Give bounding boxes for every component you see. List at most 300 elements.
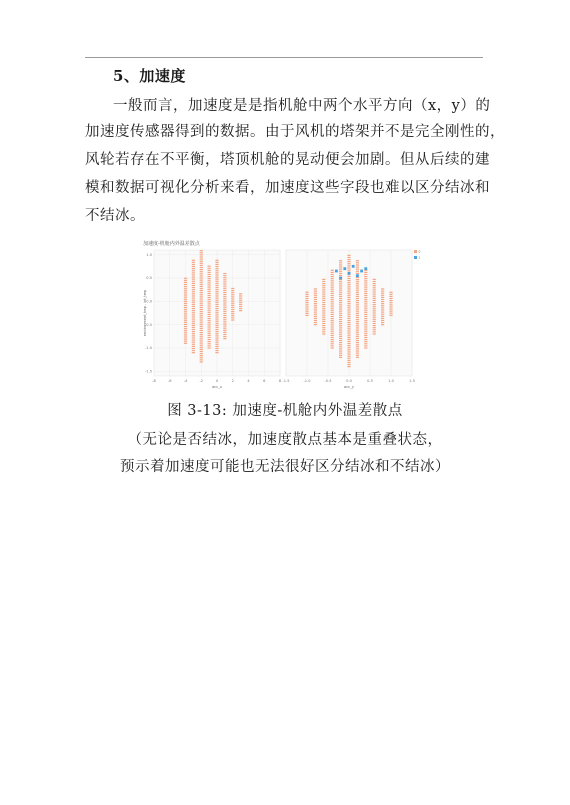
data-point — [389, 311, 392, 312]
data-point — [215, 266, 218, 267]
paragraph-line: 风轮若存在不平衡，塔顶机舱的晃动便会加剧。但从后续的建 — [85, 152, 490, 168]
data-point — [200, 288, 203, 289]
data-point — [223, 307, 226, 308]
data-point — [331, 308, 334, 309]
data-point — [347, 282, 350, 283]
data-point — [356, 329, 359, 330]
y-axis-label: environment_tmp - int_tmp — [143, 289, 147, 337]
data-point — [322, 300, 325, 301]
data-point — [356, 321, 359, 322]
data-point — [200, 347, 203, 348]
data-point — [347, 362, 350, 363]
data-point — [364, 289, 367, 290]
data-point — [348, 272, 351, 275]
data-point — [373, 302, 376, 303]
data-point — [347, 259, 350, 260]
data-point — [239, 293, 242, 294]
data-point — [184, 320, 187, 321]
data-point — [192, 327, 195, 328]
x-tick-label: 2 — [231, 379, 234, 383]
data-point — [208, 312, 211, 313]
data-point — [231, 303, 234, 304]
data-point — [347, 255, 350, 256]
data-point — [364, 341, 367, 342]
data-point — [360, 270, 363, 273]
data-point — [184, 297, 187, 298]
data-point — [373, 331, 376, 332]
data-point — [184, 322, 187, 323]
data-point — [389, 304, 392, 305]
data-point — [364, 314, 367, 315]
data-point — [208, 289, 211, 290]
data-point — [305, 302, 308, 303]
data-point — [373, 333, 376, 334]
data-point — [347, 351, 350, 352]
data-point — [231, 298, 234, 299]
data-point — [305, 315, 308, 316]
data-point — [347, 322, 350, 323]
data-point — [231, 313, 234, 314]
data-point — [200, 349, 203, 350]
data-point — [364, 274, 367, 275]
data-point — [184, 330, 187, 331]
data-point — [192, 348, 195, 349]
data-point — [184, 305, 187, 306]
data-point — [192, 279, 195, 280]
data-point — [223, 332, 226, 333]
data-point — [208, 316, 211, 317]
data-point — [339, 315, 342, 316]
data-point — [192, 272, 195, 273]
data-point — [223, 286, 226, 287]
data-point — [223, 321, 226, 322]
data-point — [184, 326, 187, 327]
data-point — [184, 301, 187, 302]
data-point — [215, 310, 218, 311]
data-point — [347, 288, 350, 289]
data-point — [347, 341, 350, 342]
data-point — [331, 333, 334, 334]
data-point — [192, 316, 195, 317]
data-point — [208, 297, 211, 298]
data-point — [192, 287, 195, 288]
figure-note-line: 预示着加速度可能也无法很好区分结冰和不结冰） — [120, 459, 450, 475]
data-point — [381, 299, 384, 300]
data-point — [215, 339, 218, 340]
data-point — [347, 337, 350, 338]
data-point — [215, 276, 218, 277]
data-point — [192, 344, 195, 345]
data-point — [223, 325, 226, 326]
data-point — [192, 335, 195, 336]
data-point — [192, 318, 195, 319]
x-tick-label: -2 — [199, 379, 204, 383]
data-point — [381, 318, 384, 319]
data-point — [192, 339, 195, 340]
data-point — [373, 325, 376, 326]
data-point — [339, 317, 342, 318]
data-point — [364, 278, 367, 279]
data-point — [223, 311, 226, 312]
data-point — [215, 268, 218, 269]
data-point — [200, 307, 203, 308]
data-point — [339, 306, 342, 307]
data-point — [364, 345, 367, 346]
data-point — [381, 324, 384, 325]
data-point — [200, 296, 203, 297]
data-point — [356, 319, 359, 320]
data-point — [231, 292, 234, 293]
data-point — [208, 274, 211, 275]
data-point — [305, 304, 308, 305]
data-point — [331, 303, 334, 304]
data-point — [208, 331, 211, 332]
data-point — [347, 307, 350, 308]
x-axis-label: acc_x — [211, 385, 223, 389]
data-point — [364, 324, 367, 325]
data-point — [322, 296, 325, 297]
data-point — [200, 273, 203, 274]
data-point — [322, 321, 325, 322]
data-point — [208, 295, 211, 296]
data-point — [381, 320, 384, 321]
data-point — [364, 347, 367, 348]
data-point — [389, 294, 392, 295]
data-point — [192, 346, 195, 347]
data-point — [373, 317, 376, 318]
data-point — [184, 288, 187, 289]
data-point — [356, 332, 359, 333]
data-point — [347, 267, 350, 268]
data-point — [331, 343, 334, 344]
data-point — [215, 297, 218, 298]
data-point — [364, 329, 367, 330]
data-point — [200, 298, 203, 299]
data-point — [223, 273, 226, 274]
data-point — [347, 330, 350, 331]
data-point — [192, 276, 195, 277]
data-point — [381, 311, 384, 312]
data-point — [215, 335, 218, 336]
x-tick-label: -4 — [183, 379, 188, 383]
data-point — [347, 269, 350, 270]
data-point — [215, 300, 218, 301]
data-point — [364, 333, 367, 334]
data-point — [223, 279, 226, 280]
data-point — [223, 288, 226, 289]
data-point — [192, 270, 195, 271]
data-point — [223, 296, 226, 297]
data-point — [208, 347, 211, 348]
data-point — [215, 295, 218, 296]
data-point — [192, 321, 195, 322]
data-point — [192, 293, 195, 294]
data-point — [389, 308, 392, 309]
data-point — [364, 276, 367, 277]
data-point — [356, 317, 359, 318]
data-point — [322, 306, 325, 307]
data-point — [356, 287, 359, 288]
data-point — [305, 300, 308, 301]
data-point — [356, 350, 359, 351]
data-point — [192, 262, 195, 263]
data-point — [339, 332, 342, 333]
data-point — [331, 280, 334, 281]
data-point — [184, 311, 187, 312]
data-point — [184, 286, 187, 287]
data-point — [331, 276, 334, 277]
data-point — [331, 295, 334, 296]
data-point — [373, 319, 376, 320]
data-point — [208, 310, 211, 311]
data-point — [381, 316, 384, 317]
data-point — [364, 322, 367, 323]
data-point — [208, 318, 211, 319]
data-point — [364, 284, 367, 285]
data-point — [208, 308, 211, 309]
data-point — [381, 293, 384, 294]
scatter-figure — [140, 238, 422, 393]
data-point — [223, 319, 226, 320]
data-point — [231, 288, 234, 289]
x-axis-label: acc_y — [343, 385, 355, 389]
data-point — [314, 309, 317, 310]
data-point — [200, 340, 203, 341]
data-point — [200, 319, 203, 320]
data-point — [339, 281, 342, 282]
data-point — [347, 303, 350, 304]
data-point — [339, 260, 342, 261]
data-point — [364, 287, 367, 288]
data-point — [364, 299, 367, 300]
data-point — [373, 312, 376, 313]
data-point — [373, 296, 376, 297]
data-point — [305, 306, 308, 307]
data-point — [339, 348, 342, 349]
data-point — [208, 326, 211, 327]
data-point — [389, 292, 392, 293]
data-point — [200, 334, 203, 335]
data-point — [389, 296, 392, 297]
data-point — [215, 308, 218, 309]
data-point — [215, 264, 218, 265]
data-point — [347, 326, 350, 327]
data-point — [322, 331, 325, 332]
data-point — [314, 303, 317, 304]
data-point — [184, 280, 187, 281]
data-point — [215, 329, 218, 330]
data-point — [322, 304, 325, 305]
data-point — [215, 283, 218, 284]
data-point — [356, 311, 359, 312]
data-point — [184, 341, 187, 342]
data-point — [200, 265, 203, 266]
data-point — [373, 321, 376, 322]
data-point — [208, 339, 211, 340]
data-point — [215, 274, 218, 275]
data-point — [331, 324, 334, 325]
data-point — [192, 291, 195, 292]
data-point — [223, 275, 226, 276]
data-point — [208, 329, 211, 330]
data-point — [339, 275, 342, 276]
data-point — [331, 341, 334, 342]
data-point — [305, 308, 308, 309]
data-point — [192, 308, 195, 309]
data-point — [192, 297, 195, 298]
data-point — [200, 317, 203, 318]
data-point — [215, 318, 218, 319]
data-point — [373, 300, 376, 301]
data-point — [356, 357, 359, 358]
data-point — [356, 292, 359, 293]
data-point — [339, 357, 342, 358]
data-point — [231, 290, 234, 291]
paragraph-line: 加速度传感器得到的数据。由于风机的塔架并不是完全刚性的， — [85, 124, 505, 140]
data-point — [223, 281, 226, 282]
data-point — [322, 281, 325, 282]
data-point — [347, 343, 350, 344]
data-point — [192, 260, 195, 261]
data-point — [339, 283, 342, 284]
data-point — [231, 296, 234, 297]
data-point — [339, 342, 342, 343]
x-tick-label: 4 — [247, 379, 250, 383]
data-point — [347, 299, 350, 300]
data-point — [200, 328, 203, 329]
data-point — [364, 320, 367, 321]
data-point — [381, 290, 384, 291]
data-point — [381, 305, 384, 306]
data-point — [215, 331, 218, 332]
data-point — [356, 338, 359, 339]
data-point — [184, 284, 187, 285]
data-point — [331, 347, 334, 348]
data-point — [373, 287, 376, 288]
data-point — [331, 299, 334, 300]
data-point — [364, 331, 367, 332]
data-point — [200, 305, 203, 306]
chart-title: 加速度-机舱内外温差散点 — [143, 241, 200, 247]
data-point — [239, 304, 242, 305]
x-tick-label: -0.5 — [324, 379, 332, 383]
data-point — [200, 271, 203, 272]
data-point — [381, 322, 384, 323]
data-point — [331, 322, 334, 323]
data-point — [347, 293, 350, 294]
data-point — [356, 342, 359, 343]
data-point — [192, 283, 195, 284]
data-point — [356, 327, 359, 328]
data-point — [223, 302, 226, 303]
data-point — [322, 325, 325, 326]
x-tick-label: -6 — [167, 379, 172, 383]
data-point — [184, 332, 187, 333]
data-point — [347, 263, 350, 264]
y-tick-label: -0.5 — [144, 322, 152, 327]
data-point — [356, 313, 359, 314]
data-point — [322, 294, 325, 295]
paragraph-line: 一般而言，加速度是是指机舱中两个水平方向（x，y）的 — [113, 98, 491, 114]
data-point — [373, 298, 376, 299]
data-point — [347, 360, 350, 361]
data-point — [356, 302, 359, 303]
paragraph-line: 模和数据可视化分析来看，加速度这些字段也难以区分结冰和 — [85, 180, 490, 196]
data-point — [339, 323, 342, 324]
data-point — [347, 280, 350, 281]
data-point — [208, 272, 211, 273]
data-point — [364, 295, 367, 296]
data-point — [373, 283, 376, 284]
data-point — [364, 301, 367, 302]
data-point — [192, 329, 195, 330]
data-point — [184, 324, 187, 325]
x-tick-label: 1.5 — [409, 379, 415, 383]
data-point — [356, 277, 359, 278]
data-point — [215, 337, 218, 338]
data-point — [331, 345, 334, 346]
data-point — [373, 291, 376, 292]
data-point — [347, 324, 350, 325]
data-point — [208, 301, 211, 302]
data-point — [335, 270, 338, 273]
data-point — [356, 290, 359, 291]
data-point — [200, 294, 203, 295]
data-point — [339, 344, 342, 345]
data-point — [192, 352, 195, 353]
data-point — [364, 303, 367, 304]
data-point — [200, 263, 203, 264]
data-point — [184, 339, 187, 340]
data-point — [322, 312, 325, 313]
data-point — [339, 271, 342, 272]
data-point — [339, 336, 342, 337]
data-point — [239, 310, 242, 311]
data-point — [215, 323, 218, 324]
data-point — [200, 353, 203, 354]
data-point — [200, 361, 203, 362]
data-point — [356, 285, 359, 286]
data-point — [381, 297, 384, 298]
data-point — [356, 334, 359, 335]
data-point — [347, 339, 350, 340]
data-point — [208, 341, 211, 342]
data-point — [347, 320, 350, 321]
data-point — [200, 303, 203, 304]
data-point — [184, 343, 187, 344]
data-point — [231, 309, 234, 310]
data-point — [356, 353, 359, 354]
data-point — [305, 296, 308, 297]
data-point — [339, 325, 342, 326]
data-point — [339, 262, 342, 263]
data-point — [215, 291, 218, 292]
data-point — [305, 294, 308, 295]
data-point — [192, 314, 195, 315]
data-point — [331, 291, 334, 292]
x-tick-label: -1.5 — [282, 379, 290, 383]
data-point — [215, 272, 218, 273]
data-point — [200, 254, 203, 255]
data-point — [239, 306, 242, 307]
data-point — [208, 270, 211, 271]
data-point — [339, 334, 342, 335]
data-point — [373, 329, 376, 330]
data-point — [331, 278, 334, 279]
data-point — [208, 291, 211, 292]
data-point — [215, 281, 218, 282]
data-point — [223, 294, 226, 295]
